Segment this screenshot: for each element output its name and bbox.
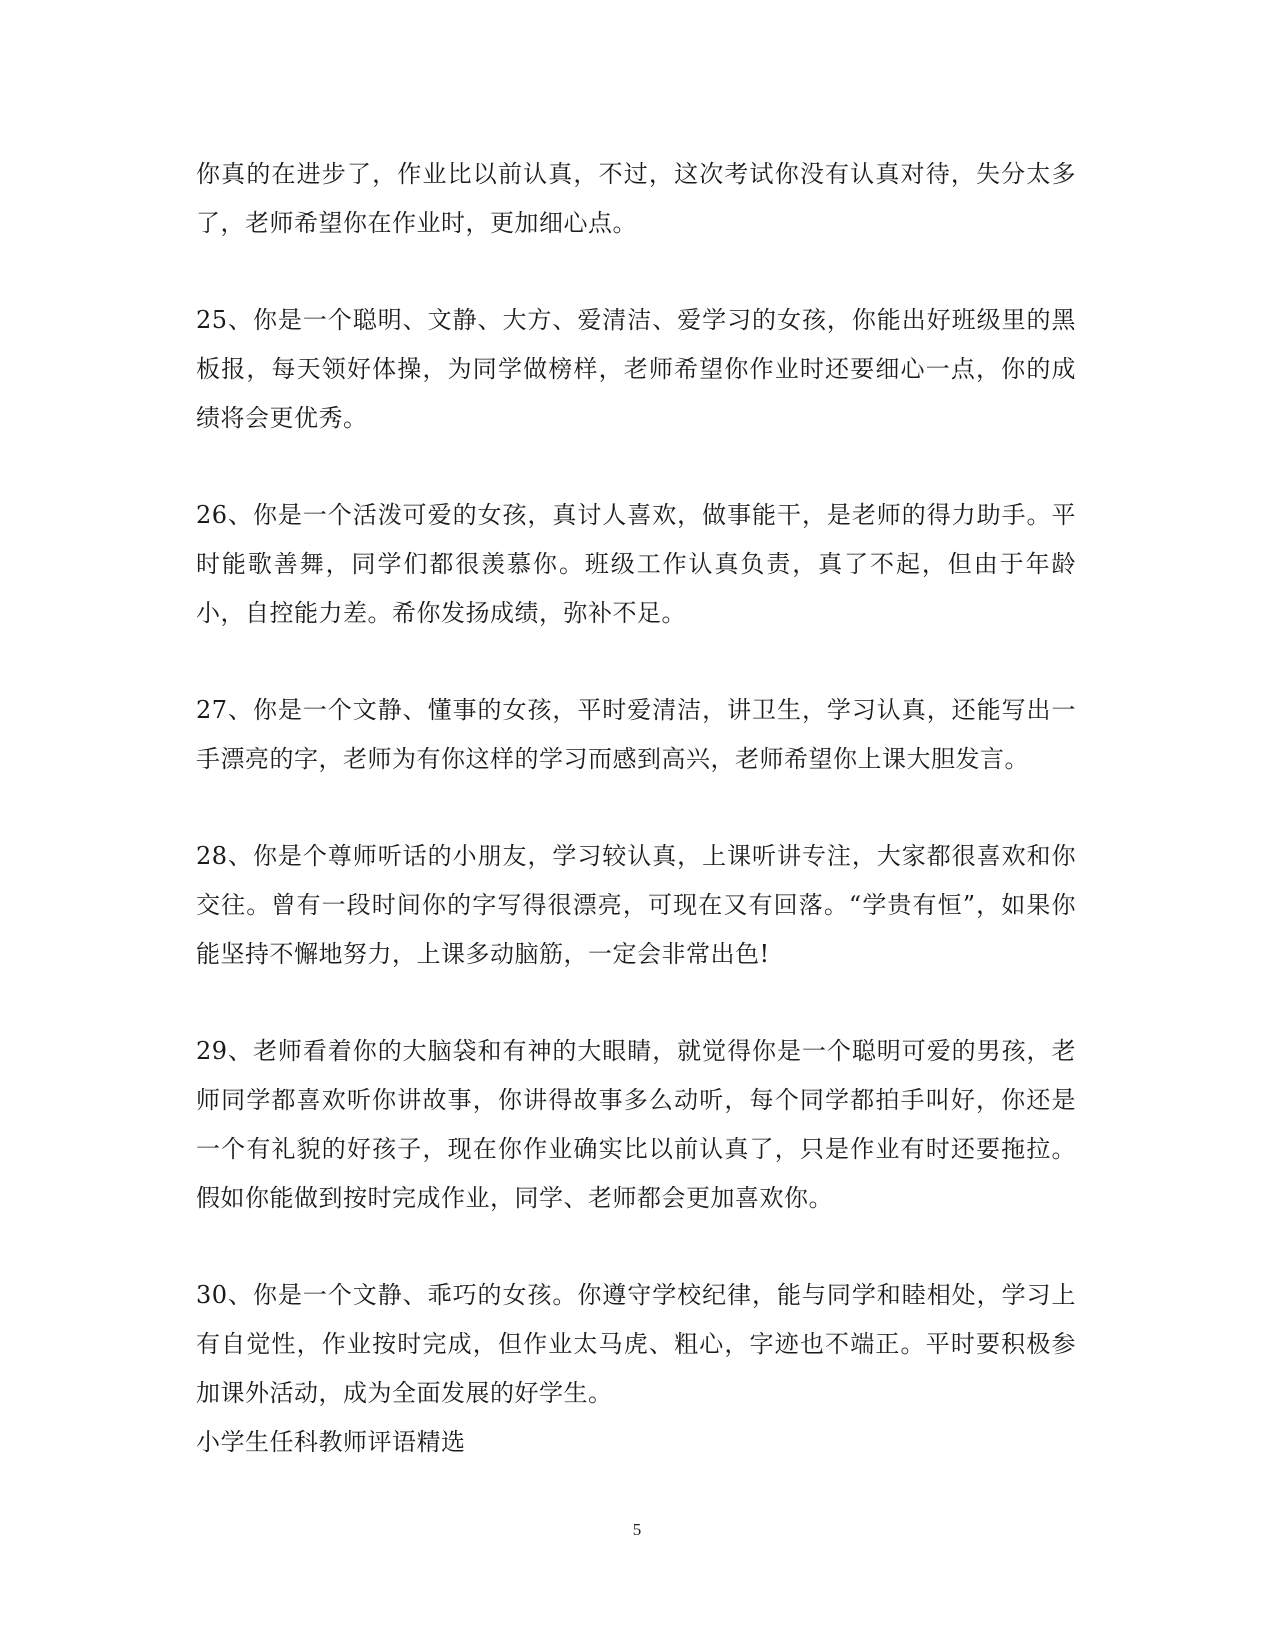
paragraph-28: 28、你是个尊师听话的小朋友，学习较认真，上课听讲专注，大家都很喜欢和你交往。曾有一段时间你的字写得很漂亮，可现在又有回落。“学贵有恒”，如果你能坚持不懈地努力，上课多动脑筋，一定会非常出色! [196, 842, 1076, 968]
paragraph-spacer [196, 1223, 1076, 1271]
paragraph-spacer [196, 248, 1076, 296]
paragraph-29: 29、老师看着你的大脑袋和有神的大眼睛，就觉得你是一个聪明可爱的男孩，老师同学都喜欢听你讲故事，你讲得故事多么动听，每个同学都拍手叫好，你还是一个有礼貌的好孩子，现在你作业确实比以前认真了，只是作业有时还要拖拉。假如你能做到按时完成作业，同学、老师都会更加喜欢你。 [196, 1037, 1076, 1212]
document-body [196, 150, 1076, 1467]
paragraph-30: 30、你是一个文静、乖巧的女孩。你遵守学校纪律，能与同学和睦相处，学习上有自觉性，作业按时完成，但作业太马虎、粗心，字迹也不端正。平时要积极参加课外活动，成为全面发展的好学生。 [196, 1281, 1076, 1407]
paragraph-26: 26、你是一个活泼可爱的女孩，真讨人喜欢，做事能干，是老师的得力助手。平时能歌善舞，同学们都很羡慕你。班级工作认真负责，真了不起，但由于年龄小，自控能力差。希你发扬成绩，弥补不足。 [196, 501, 1076, 627]
section-title: 小学生任科教师评语精选 [196, 1428, 466, 1456]
paragraph-spacer [196, 979, 1076, 1027]
paragraph-spacer [196, 784, 1076, 832]
paragraph-spacer [196, 638, 1076, 686]
paragraph-25: 25、你是一个聪明、文静、大方、爱清洁、爱学习的女孩，你能出好班级里的黑板报，每天领好体操，为同学做榜样，老师希望你作业时还要细心一点，你的成绩将会更优秀。 [196, 306, 1076, 432]
paragraph-27: 27、你是一个文静、懂事的女孩，平时爱清洁，讲卫生，学习认真，还能写出一手漂亮的字，老师为有你这样的学习而感到高兴，老师希望你上课大胆发言。 [196, 696, 1076, 773]
paragraph-continuation: 你真的在进步了，作业比以前认真，不过，这次考试你没有认真对待，失分太多了，老师希望你在作业时，更加细心点。 [196, 160, 1076, 237]
page-number: 5 [632, 1520, 642, 1539]
paragraph-spacer [196, 443, 1076, 491]
